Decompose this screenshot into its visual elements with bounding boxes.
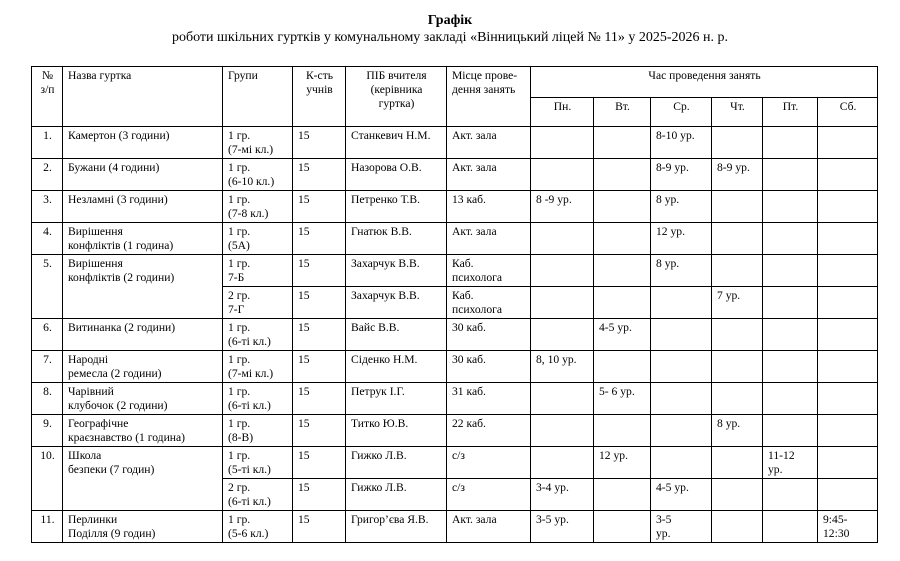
club-name: Бужани (4 години) xyxy=(63,159,223,191)
group-cell: 2 гр. 7-Г xyxy=(223,287,293,319)
group-cell: 1 гр. (5-ті кл.) xyxy=(223,447,293,479)
day-time-cell xyxy=(594,191,651,223)
row-number: 11. xyxy=(32,511,63,543)
club-name: Народні ремесла (2 години) xyxy=(63,351,223,383)
day-time-cell xyxy=(763,127,818,159)
day-time-cell xyxy=(818,191,878,223)
day-time-cell xyxy=(531,255,594,287)
day-time-cell: 8, 10 ур. xyxy=(531,351,594,383)
student-count: 15 xyxy=(293,127,346,159)
day-time-cell xyxy=(651,287,712,319)
club-name: Вирішення конфліктів (2 години) xyxy=(63,255,223,319)
day-time-cell: 5- 6 ур. xyxy=(594,383,651,415)
day-time-cell xyxy=(818,383,878,415)
group-cell: 1 гр. (5-6 кл.) xyxy=(223,511,293,543)
student-count: 15 xyxy=(293,319,346,351)
day-time-cell xyxy=(818,319,878,351)
day-time-cell xyxy=(594,159,651,191)
day-time-cell xyxy=(712,223,763,255)
day-time-cell xyxy=(594,415,651,447)
teacher-name: Гнатюк В.В. xyxy=(346,223,447,255)
day-time-cell: 12 ур. xyxy=(594,447,651,479)
teacher-name: Вайс В.В. xyxy=(346,319,447,351)
club-name: Географічне краєзнавство (1 година) xyxy=(63,415,223,447)
row-number: 7. xyxy=(32,351,63,383)
header-num: № з/п xyxy=(32,67,63,127)
day-time-cell xyxy=(712,127,763,159)
day-time-cell xyxy=(818,255,878,287)
day-time-cell xyxy=(763,383,818,415)
table-row xyxy=(32,511,878,543)
student-count: 15 xyxy=(293,351,346,383)
day-time-cell xyxy=(531,287,594,319)
day-time-cell xyxy=(531,159,594,191)
day-time-cell: 7 ур. xyxy=(712,287,763,319)
day-time-cell: 11-12 ур. xyxy=(763,447,818,479)
day-time-cell xyxy=(531,223,594,255)
day-time-cell xyxy=(531,127,594,159)
day-time-cell xyxy=(712,191,763,223)
group-cell: 1 гр. (6-ті кл.) xyxy=(223,319,293,351)
day-time-cell xyxy=(594,223,651,255)
day-time-cell xyxy=(763,351,818,383)
day-time-cell xyxy=(818,159,878,191)
header-day: Ср. xyxy=(651,98,712,127)
teacher-name: Назорова О.В. xyxy=(346,159,447,191)
club-name: Чарівний клубочок (2 години) xyxy=(63,383,223,415)
day-time-cell xyxy=(763,287,818,319)
table-row xyxy=(32,383,878,415)
day-time-cell xyxy=(712,255,763,287)
day-time-cell: 3-5 ур. xyxy=(531,511,594,543)
teacher-name: Гижко Л.В. xyxy=(346,447,447,479)
day-time-cell: 3-5 ур. xyxy=(651,511,712,543)
header-teacher: ПІБ вчителя (керівника гуртка) xyxy=(346,67,447,127)
row-number: 1. xyxy=(32,127,63,159)
day-time-cell xyxy=(531,415,594,447)
teacher-name: Титко Ю.В. xyxy=(346,415,447,447)
day-time-cell xyxy=(594,127,651,159)
day-time-cell xyxy=(594,479,651,511)
table-row xyxy=(32,255,878,287)
header-time: Час проведення занять xyxy=(531,67,878,98)
day-time-cell xyxy=(651,319,712,351)
group-cell: 1 гр. 7-Б xyxy=(223,255,293,287)
header-day: Пт. xyxy=(763,98,818,127)
group-cell: 1 гр. (7-8 кл.) xyxy=(223,191,293,223)
teacher-name: Григор’єва Я.В. xyxy=(346,511,447,543)
document-subtitle: роботи шкільних гуртків у комунальному закладі «Вінницький ліцей № 11» у 2025-2026 н. р. xyxy=(171,30,728,45)
header-row xyxy=(32,67,878,98)
header-day: Сб. xyxy=(818,98,878,127)
day-time-cell: 9:45- 12:30 xyxy=(818,511,878,543)
row-number: 10. xyxy=(32,447,63,511)
day-time-cell: 4-5 ур. xyxy=(651,479,712,511)
student-count: 15 xyxy=(293,255,346,287)
day-time-cell xyxy=(818,415,878,447)
day-time-cell xyxy=(763,511,818,543)
day-time-cell: 4-5 ур. xyxy=(594,319,651,351)
place-cell: 30 каб. xyxy=(447,351,531,383)
place-cell: с/з xyxy=(447,479,531,511)
day-time-cell xyxy=(651,415,712,447)
table-row xyxy=(32,159,878,191)
day-time-cell xyxy=(763,415,818,447)
group-cell: 1 гр. (6-10 кл.) xyxy=(223,159,293,191)
table-row xyxy=(32,127,878,159)
day-time-cell xyxy=(594,511,651,543)
place-cell: Каб. психолога xyxy=(447,287,531,319)
day-time-cell xyxy=(818,447,878,479)
table-row xyxy=(32,223,878,255)
row-number: 3. xyxy=(32,191,63,223)
student-count: 15 xyxy=(293,511,346,543)
row-number: 2. xyxy=(32,159,63,191)
group-cell: 1 гр. (5А) xyxy=(223,223,293,255)
day-time-cell: 8-9 ур. xyxy=(712,159,763,191)
day-time-cell: 8-10 ур. xyxy=(651,127,712,159)
place-cell: Акт. зала xyxy=(447,159,531,191)
day-time-cell: 8-9 ур. xyxy=(651,159,712,191)
day-time-cell: 8 ур. xyxy=(651,191,712,223)
place-cell: Акт. зала xyxy=(447,223,531,255)
student-count: 15 xyxy=(293,383,346,415)
teacher-name: Станкевич Н.М. xyxy=(346,127,447,159)
club-name: Перлинки Поділля (9 годин) xyxy=(63,511,223,543)
day-time-cell: 12 ур. xyxy=(651,223,712,255)
place-cell: 30 каб. xyxy=(447,319,531,351)
day-time-cell xyxy=(712,351,763,383)
student-count: 15 xyxy=(293,191,346,223)
student-count: 15 xyxy=(293,223,346,255)
day-time-cell xyxy=(531,319,594,351)
teacher-name: Петренко Т.В. xyxy=(346,191,447,223)
day-time-cell: 8 ур. xyxy=(712,415,763,447)
header-place: Місце прове- дення занять xyxy=(447,67,531,127)
group-cell: 1 гр. (8-В) xyxy=(223,415,293,447)
table-row xyxy=(32,447,878,479)
place-cell: Акт. зала xyxy=(447,511,531,543)
group-cell: 1 гр. (7-мі кл.) xyxy=(223,351,293,383)
day-time-cell xyxy=(594,351,651,383)
club-name: Камертон (3 години) xyxy=(63,127,223,159)
day-time-cell xyxy=(651,447,712,479)
day-time-cell xyxy=(818,127,878,159)
row-number: 9. xyxy=(32,415,63,447)
table-row xyxy=(32,351,878,383)
table-row xyxy=(32,191,878,223)
schedule-table xyxy=(31,66,878,543)
student-count: 15 xyxy=(293,287,346,319)
day-time-cell xyxy=(712,511,763,543)
day-time-cell xyxy=(712,479,763,511)
row-number: 8. xyxy=(32,383,63,415)
header-groups: Групи xyxy=(223,67,293,127)
day-time-cell xyxy=(763,479,818,511)
teacher-name: Сіденко Н.М. xyxy=(346,351,447,383)
day-time-cell xyxy=(712,319,763,351)
day-time-cell xyxy=(763,319,818,351)
place-cell: Каб. психолога xyxy=(447,255,531,287)
teacher-name: Петрук І.Г. xyxy=(346,383,447,415)
teacher-name: Захарчук В.В. xyxy=(346,255,447,287)
table-row xyxy=(32,319,878,351)
day-time-cell xyxy=(818,287,878,319)
table-row xyxy=(32,415,878,447)
day-time-cell xyxy=(594,255,651,287)
day-time-cell: 8 ур. xyxy=(651,255,712,287)
teacher-name: Гижко Л.В. xyxy=(346,479,447,511)
place-cell: 22 каб. xyxy=(447,415,531,447)
row-number: 4. xyxy=(32,223,63,255)
day-time-cell xyxy=(651,351,712,383)
header-day: Пн. xyxy=(531,98,594,127)
header-count: К-сть учнів xyxy=(293,67,346,127)
student-count: 15 xyxy=(293,447,346,479)
place-cell: 13 каб. xyxy=(447,191,531,223)
day-time-cell xyxy=(763,223,818,255)
student-count: 15 xyxy=(293,415,346,447)
club-name: Школа безпеки (7 годин) xyxy=(63,447,223,511)
day-time-cell xyxy=(531,383,594,415)
day-time-cell: 8 -9 ур. xyxy=(531,191,594,223)
day-time-cell xyxy=(763,159,818,191)
day-time-cell xyxy=(818,351,878,383)
row-number: 6. xyxy=(32,319,63,351)
club-name: Витинанка (2 години) xyxy=(63,319,223,351)
student-count: 15 xyxy=(293,159,346,191)
place-cell: 31 каб. xyxy=(447,383,531,415)
day-time-cell xyxy=(763,255,818,287)
club-name: Незламні (3 години) xyxy=(63,191,223,223)
place-cell: с/з xyxy=(447,447,531,479)
place-cell: Акт. зала xyxy=(447,127,531,159)
day-time-cell xyxy=(531,447,594,479)
row-number: 5. xyxy=(32,255,63,319)
club-name: Вирішення конфліктів (1 година) xyxy=(63,223,223,255)
header-day: Вт. xyxy=(594,98,651,127)
header-day: Чт. xyxy=(712,98,763,127)
day-time-cell: 3-4 ур. xyxy=(531,479,594,511)
group-cell: 1 гр. (7-мі кл.) xyxy=(223,127,293,159)
day-time-cell xyxy=(651,383,712,415)
group-cell: 2 гр. (6-ті кл.) xyxy=(223,479,293,511)
document-title: Графік xyxy=(427,13,473,28)
day-time-cell xyxy=(763,191,818,223)
header-name: Назва гуртка xyxy=(63,67,223,127)
student-count: 15 xyxy=(293,479,346,511)
day-time-cell xyxy=(818,223,878,255)
day-time-cell xyxy=(712,383,763,415)
day-time-cell xyxy=(712,447,763,479)
teacher-name: Захарчук В.В. xyxy=(346,287,447,319)
day-time-cell xyxy=(594,287,651,319)
day-time-cell xyxy=(818,479,878,511)
schedule-body xyxy=(32,127,878,543)
group-cell: 1 гр. (6-ті кл.) xyxy=(223,383,293,415)
